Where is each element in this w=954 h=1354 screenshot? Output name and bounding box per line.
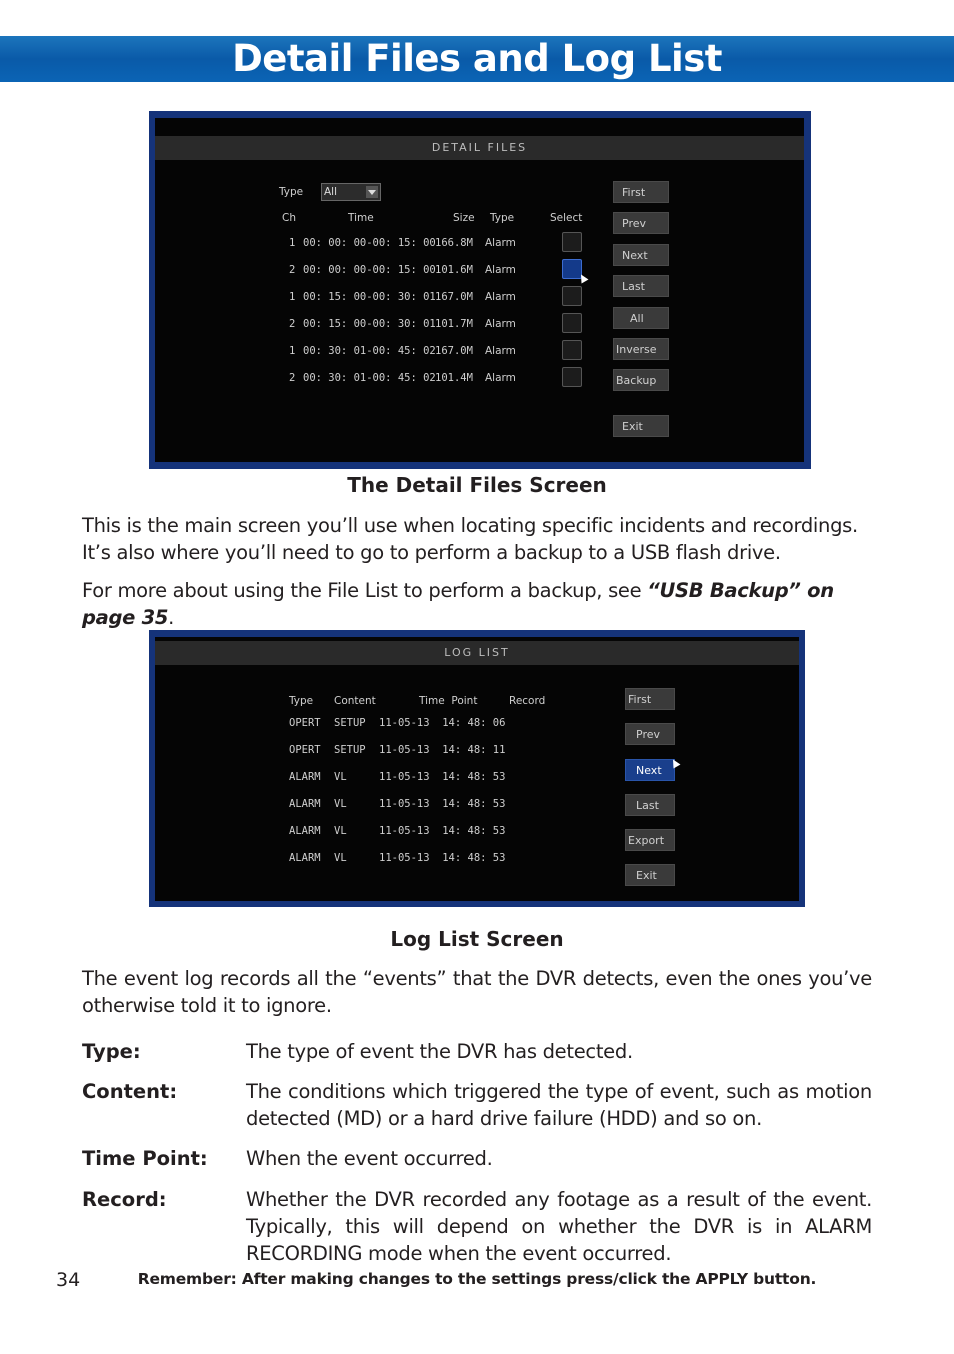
intro-paragraph: This is the main screen you’ll use when locating specific incidents and recordings. It’s also where you’ll need to go to perform a backup to a USB flash drive. xyxy=(82,514,858,564)
row-select-checkbox[interactable] xyxy=(562,313,582,333)
row-ch: 1 xyxy=(289,291,296,303)
backup-reference-end: . xyxy=(168,606,175,629)
log-col-time-point: Time Point xyxy=(419,695,478,707)
chevron-down-icon xyxy=(366,186,378,198)
log-row-content: VL xyxy=(334,798,347,810)
row-select-checkbox[interactable] xyxy=(562,367,582,387)
log-row-type: ALARM xyxy=(289,798,321,810)
col-select: Select xyxy=(550,212,583,224)
log-col-record: Record xyxy=(509,695,546,707)
log-list-caption: Log List Screen xyxy=(390,927,564,951)
row-time: 00: 15: 00-00: 30: 01 xyxy=(303,318,436,330)
term-time-point: Time Point: xyxy=(82,1147,208,1170)
log-row-content: VL xyxy=(334,825,347,837)
page-title: Detail Files and Log List xyxy=(232,37,722,80)
row-type: Alarm xyxy=(485,291,516,303)
prev-button[interactable]: Prev xyxy=(625,723,675,745)
footer-reminder: Remember: After making changes to the settings press/click the APPLY button. xyxy=(137,1270,817,1288)
row-ch: 2 xyxy=(289,264,296,276)
type-select[interactable] xyxy=(321,183,381,201)
log-row-content: SETUP xyxy=(334,744,366,756)
col-size: Size xyxy=(453,212,475,224)
log-col-type: Type xyxy=(289,695,314,707)
next-button[interactable]: Next xyxy=(613,244,669,266)
row-size: 167.0M xyxy=(435,345,473,357)
row-size: 101.4M xyxy=(435,372,473,384)
row-time: 00: 00: 00-00: 15: 00 xyxy=(303,237,436,249)
row-ch: 2 xyxy=(289,372,296,384)
log-row-content: SETUP xyxy=(334,717,366,729)
prev-button[interactable]: Prev xyxy=(613,212,669,234)
col-type: Type xyxy=(490,212,515,224)
first-button[interactable]: First xyxy=(613,181,669,203)
definition-time-point: When the event occurred. xyxy=(246,1147,493,1170)
term-type: Type: xyxy=(82,1040,141,1063)
row-time: 00: 00: 00-00: 15: 00 xyxy=(303,264,436,276)
row-size: 101.6M xyxy=(435,264,473,276)
row-size: 167.0M xyxy=(435,291,473,303)
log-row-time: 11-05-13 14: 48: 53 xyxy=(379,771,506,783)
first-button[interactable]: First xyxy=(625,688,675,710)
definition-content: The conditions which triggered the type of event, such as motion detected (MD) or a hard drive failure (HDD) and so on. xyxy=(246,1080,872,1130)
log-row-time: 11-05-13 14: 48: 11 xyxy=(379,744,506,756)
row-type: Alarm xyxy=(485,237,516,249)
backup-reference-text: For more about using the File List to perform a backup, see xyxy=(82,579,648,602)
backup-button[interactable]: Backup xyxy=(613,369,669,391)
row-size: 166.8M xyxy=(435,237,473,249)
type-select-value: All xyxy=(324,186,338,198)
last-button[interactable]: Last xyxy=(613,275,669,297)
detail-files-title: DETAIL FILES xyxy=(155,136,804,160)
term-record: Record: xyxy=(82,1188,167,1211)
log-row-type: OPERT xyxy=(289,717,321,729)
log-row-time: 11-05-13 14: 48: 06 xyxy=(379,717,506,729)
row-type: Alarm xyxy=(485,318,516,330)
row-type: Alarm xyxy=(485,264,516,276)
detail-files-caption: The Detail Files Screen xyxy=(347,473,607,497)
row-ch: 1 xyxy=(289,237,296,249)
row-select-checkbox[interactable] xyxy=(562,340,582,360)
log-row-type: ALARM xyxy=(289,771,321,783)
log-intro-paragraph: The event log records all the “events” that the DVR detects, even the ones you’ve otherwise told it to ignore. xyxy=(82,967,872,1017)
row-time: 00: 30: 01-00: 45: 02 xyxy=(303,372,436,384)
page-number: 34 xyxy=(56,1269,81,1291)
row-size: 101.7M xyxy=(435,318,473,330)
log-row-type: ALARM xyxy=(289,852,321,864)
col-ch: Ch xyxy=(282,212,296,224)
exit-button[interactable]: Exit xyxy=(613,415,669,437)
col-time: Time xyxy=(348,212,374,224)
row-type: Alarm xyxy=(485,345,516,357)
row-time: 00: 15: 00-00: 30: 01 xyxy=(303,291,436,303)
row-ch: 2 xyxy=(289,318,296,330)
exit-button[interactable]: Exit xyxy=(625,864,675,886)
next-button[interactable]: Next xyxy=(625,759,675,781)
log-row-time: 11-05-13 14: 48: 53 xyxy=(379,852,506,864)
detail-files-screen xyxy=(155,118,804,462)
log-col-content: Content xyxy=(334,695,376,707)
usb-backup-link[interactable]: “USB Backup” on page 35 xyxy=(82,579,834,629)
row-time: 00: 30: 01-00: 45: 02 xyxy=(303,345,436,357)
mouse-cursor-icon xyxy=(578,273,589,284)
row-type: Alarm xyxy=(485,372,516,384)
export-button[interactable]: Export xyxy=(625,829,675,851)
log-row-type: ALARM xyxy=(289,825,321,837)
inverse-button[interactable]: Inverse xyxy=(613,338,669,360)
row-select-checkbox[interactable] xyxy=(562,232,582,252)
row-ch: 1 xyxy=(289,345,296,357)
log-row-content: VL xyxy=(334,771,347,783)
log-row-time: 11-05-13 14: 48: 53 xyxy=(379,798,506,810)
type-label: Type xyxy=(279,186,304,198)
all-button[interactable]: All xyxy=(613,307,669,329)
log-list-title: LOG LIST xyxy=(155,641,799,665)
log-row-time: 11-05-13 14: 48: 53 xyxy=(379,825,506,837)
backup-reference-paragraph xyxy=(82,577,872,631)
row-select-checkbox[interactable] xyxy=(562,286,582,306)
definition-record: Whether the DVR recorded any footage as a result of the event. Typically, this will depend on whether the DVR is in ALARM RECORDING mode when the event occurred. xyxy=(246,1188,872,1265)
last-button[interactable]: Last xyxy=(625,794,675,816)
log-list-screen xyxy=(155,637,799,901)
term-content: Content: xyxy=(82,1080,178,1103)
definition-type: The type of event the DVR has detected. xyxy=(246,1040,633,1063)
log-row-type: OPERT xyxy=(289,744,321,756)
log-row-content: VL xyxy=(334,852,347,864)
